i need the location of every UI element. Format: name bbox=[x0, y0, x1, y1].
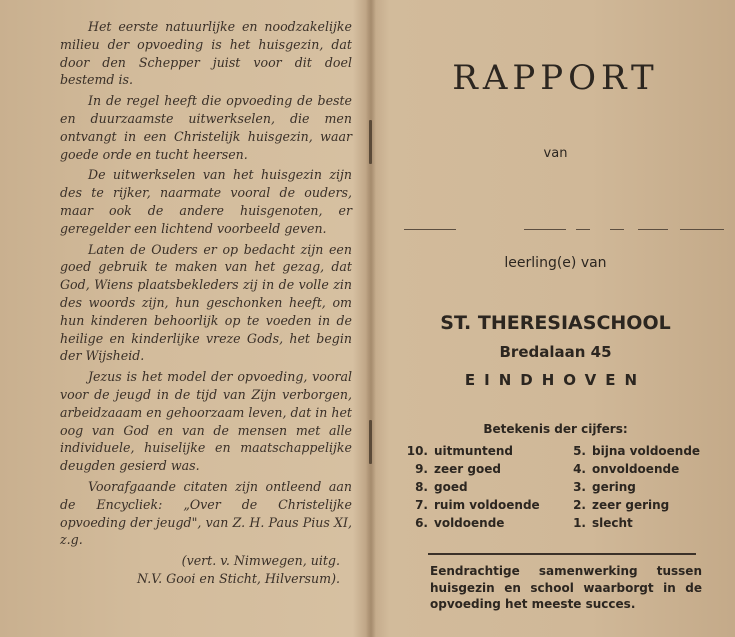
school-city: EINDHOVEN bbox=[464, 371, 647, 389]
grade-label: gering bbox=[592, 480, 636, 494]
grade-row bbox=[564, 478, 700, 496]
grade-label: onvoldoende bbox=[592, 462, 680, 476]
grade-row bbox=[406, 478, 540, 496]
name-line-segment bbox=[638, 229, 668, 230]
grades-column-high bbox=[406, 442, 540, 532]
grade-row bbox=[564, 514, 700, 532]
paragraph-1: Het eerste natuurlijke en noodzakelijke milieu der opvoeding is het huisgezin, dat door den Schepper juist voor dit doel bestemd is. bbox=[60, 19, 352, 88]
grade-number: 2. bbox=[573, 498, 586, 512]
name-line-segment bbox=[576, 229, 590, 230]
grade-row bbox=[564, 460, 700, 478]
van-label: van bbox=[543, 146, 568, 161]
grade-number: 7. bbox=[415, 498, 428, 512]
school-street: Bredalaan 45 bbox=[499, 343, 612, 361]
grade-label: uitmuntend bbox=[434, 444, 513, 458]
name-line-segment bbox=[680, 229, 724, 230]
left-page bbox=[60, 18, 352, 588]
grade-number: 4. bbox=[573, 462, 586, 476]
grade-label: goed bbox=[434, 480, 468, 494]
grade-label: slecht bbox=[592, 516, 633, 530]
paragraph-6: Voorafgaande citaten zijn ontleend aan de Encycliek: „Over de Christelijke opvoeding der jeugd", van Z. H. Paus Pius XI, z.g. bbox=[60, 478, 352, 548]
right-page bbox=[376, 0, 735, 637]
grade-row bbox=[564, 496, 700, 514]
center-fold bbox=[366, 0, 376, 637]
grade-row bbox=[406, 514, 540, 532]
staple-bottom bbox=[369, 420, 372, 464]
name-line-segment bbox=[610, 229, 624, 230]
grade-label: voldoende bbox=[434, 516, 505, 530]
grade-number: 5. bbox=[573, 444, 586, 458]
grade-row bbox=[406, 442, 540, 460]
grade-label: bijna voldoende bbox=[592, 444, 701, 458]
grade-number: 1. bbox=[573, 516, 586, 530]
school-name: ST. THERESIASCHOOL bbox=[440, 312, 671, 334]
grade-number: 10. bbox=[406, 444, 428, 458]
credit-line-2: N.V. Gooi en Sticht, Hilversum). bbox=[137, 570, 340, 586]
grade-row bbox=[406, 496, 540, 514]
paragraph-4: Laten de Ouders er op bedacht zijn een goed gebruik te maken van het gezag, dat God, Wiens plaatsbekleders zij in de volle zin des woords zijn, hun geschonken heeft, om hun kinderen behoorlijk op te voeden in de heilige en kinderlijke vreze Gods, het begin der Wijsheid. bbox=[60, 241, 352, 364]
grade-number: 9. bbox=[415, 462, 428, 476]
paragraph-2: In de regel heeft die opvoeding de beste en duurzaamste uitwerkselen, die men ontvangt in een Christelijk huisgezin, waar goede orde en tucht heersen. bbox=[60, 93, 352, 162]
grade-number: 3. bbox=[573, 480, 586, 494]
divider-rule bbox=[428, 553, 696, 555]
grade-label: zeer goed bbox=[434, 462, 501, 476]
staple-top bbox=[369, 120, 372, 164]
paragraph-5: Jezus is het model der opvoeding, vooral voor de jeugd in de tijd van Zijn verborgen, arbeidzaaam en gehoorzaam leven, dat in het oog van God en van de mensen met alle individuele, huiselijke en maatschappelijke deugden gesierd was. bbox=[60, 369, 352, 474]
grade-number: 8. bbox=[415, 480, 428, 494]
name-line-segment bbox=[404, 229, 456, 230]
grades-column-low bbox=[564, 442, 700, 532]
grade-row bbox=[564, 442, 700, 460]
grades-legend-title: Betekenis der cijfers: bbox=[483, 422, 628, 436]
grade-label: ruim voldoende bbox=[434, 498, 540, 512]
credit-line-1: (vert. v. Nimwegen, uitg. bbox=[181, 553, 340, 569]
pupil-label: leerling(e) van bbox=[504, 255, 607, 271]
grade-number: 6. bbox=[415, 516, 428, 530]
paragraph-3: De uitwerkselen van het huisgezin zijn des te rijker, naarmate vooral de ouders, maar ook de andere huisgenoten, er geregelder een lichtend voorbeeld geven. bbox=[60, 167, 352, 236]
grade-label: zeer gering bbox=[592, 498, 670, 512]
grade-row bbox=[406, 460, 540, 478]
name-line-segment bbox=[524, 229, 566, 230]
report-title: RAPPORT bbox=[452, 58, 659, 98]
motto-text: Eendrachtige samenwerking tussen huisgezin en school waarborgt in de opvoeding het meeste succes. bbox=[430, 564, 702, 611]
